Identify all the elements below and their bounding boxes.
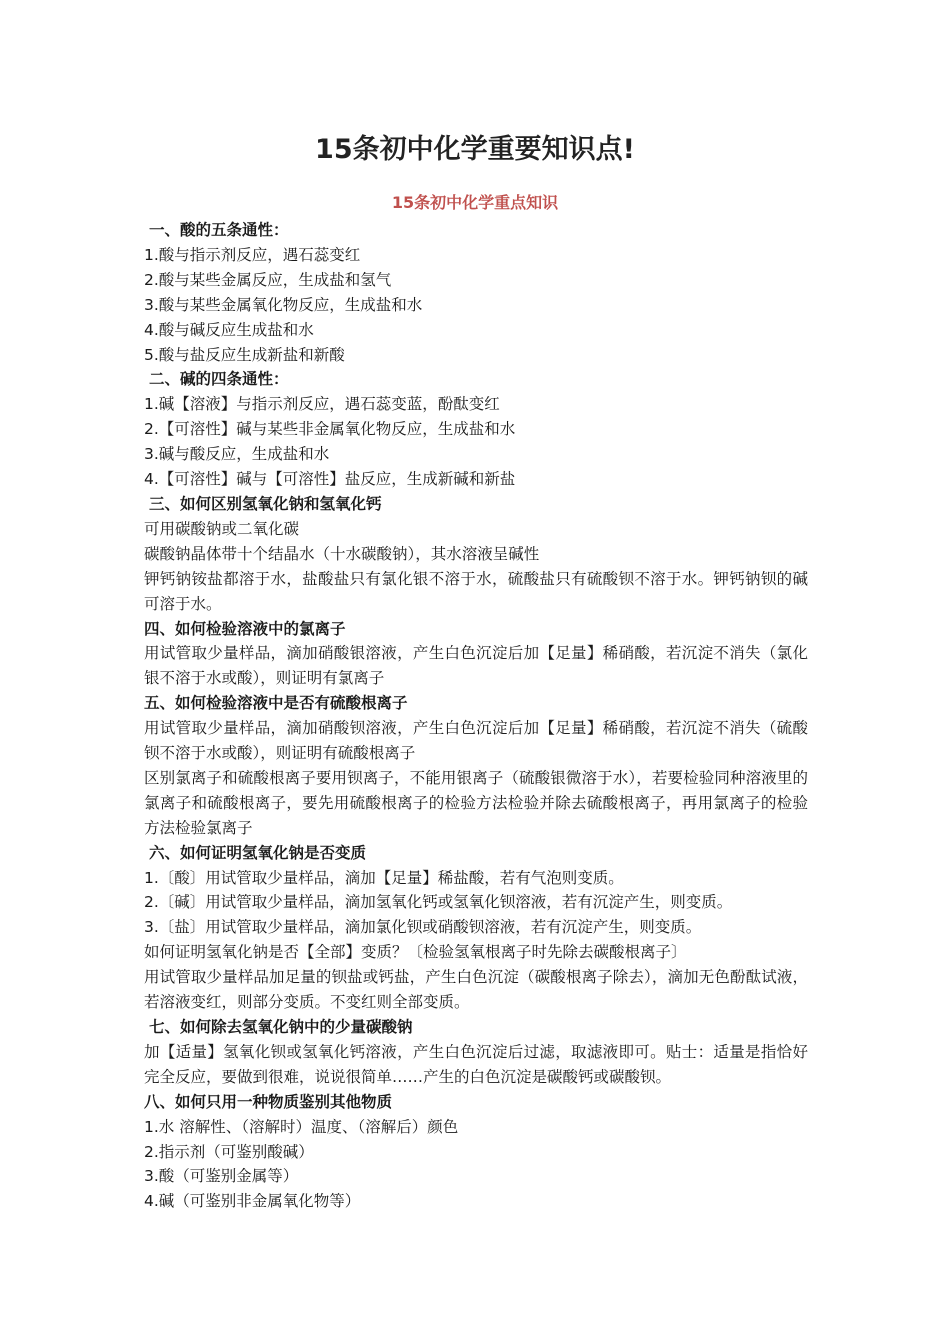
section-3-item: 可用碳酸钠或二氧化碳 bbox=[144, 519, 300, 538]
section-6-item: 如何证明氢氧化钠是否【全部】变质？〔检验氢氧根离子时先除去碳酸根离子〕 bbox=[144, 943, 687, 962]
section-8-item: 3.酸（可鉴别金属等） bbox=[144, 1167, 299, 1186]
section-heading-5: 五、如何检验溶液中是否有硫酸根离子 bbox=[144, 694, 408, 713]
section-1-item: 5.酸与盐反应生成新盐和新酸 bbox=[144, 345, 345, 364]
section-6-item: 3.〔盐〕用试管取少量样品，滴加氯化钡或硝酸钡溶液，若有沉淀产生，则变质。 bbox=[144, 918, 702, 937]
document-body bbox=[144, 218, 808, 1214]
section-heading-1: 一、酸的五条通性： bbox=[149, 221, 289, 239]
section-5-paragraph: 用试管取少量样品，滴加硝酸钡溶液，产生白色沉淀后加【足量】稀硝酸，若沉淀不消失（硫酸钡不溶于水或酸），则证明有硫酸根离子 bbox=[144, 719, 808, 763]
section-5-paragraph: 区别氯离子和硫酸根离子要用钡离子，不能用银离子（硫酸银微溶于水），若要检验同种溶液里的氯离子和硫酸根离子，要先用硫酸根离子的检验方法检验并除去硫酸根离子，再用氯离子的检验方法检验氯离子 bbox=[144, 768, 808, 837]
section-7-paragraph: 加【适量】氢氧化钡或氢氧化钙溶液，产生白色沉淀后过滤，取滤液即可。贴士：适量是指恰好完全反应，要做到很难，说说很简单……产生的白色沉淀是碳酸钙或碳酸钡。 bbox=[144, 1042, 808, 1086]
section-heading-2: 二、碱的四条通性： bbox=[149, 370, 289, 389]
section-6-paragraph: 用试管取少量样品加足量的钡盐或钙盐，产生白色沉淀（碳酸根离子除去），滴加无色酚酞试液，若溶液变红，则部分变质。不变红则全部变质。 bbox=[144, 968, 808, 1012]
section-1-item: 4.酸与碱反应生成盐和水 bbox=[144, 320, 314, 339]
section-8-item: 4.碱（可鉴别非金属氧化物等） bbox=[144, 1192, 361, 1211]
section-heading-4: 四、如何检验溶液中的氯离子 bbox=[144, 619, 346, 638]
section-2-item: 3.碱与酸反应，生成盐和水 bbox=[144, 445, 330, 464]
section-heading-7: 七、如何除去氢氧化钠中的少量碳酸钠 bbox=[149, 1018, 413, 1036]
section-2-item: 2.【可溶性】碱与某些非金属氧化物反应，生成盐和水 bbox=[144, 420, 516, 439]
section-heading-3: 三、如何区别氢氧化钠和氢氧化钙 bbox=[149, 494, 382, 513]
section-heading-6: 六、如何证明氢氧化钠是否变质 bbox=[149, 843, 367, 862]
section-6-item: 2.〔碱〕用试管取少量样品，滴加氢氧化钙或氢氧化钡溶液，若有沉淀产生，则变质。 bbox=[144, 893, 733, 912]
section-heading-8: 八、如何只用一种物质鉴别其他物质 bbox=[144, 1092, 393, 1111]
section-4-paragraph: 用试管取少量样品，滴加硝酸银溶液，产生白色沉淀后加【足量】稀硝酸，若沉淀不消失（氯化银不溶于水或酸），则证明有氯离子 bbox=[144, 644, 808, 688]
page-title: 15条初中化学重要知识点! bbox=[315, 134, 635, 165]
section-2-item: 4.【可溶性】碱与【可溶性】盐反应，生成新碱和新盐 bbox=[144, 470, 516, 489]
section-1-item: 1.酸与指示剂反应，遇石蕊变红 bbox=[144, 245, 361, 264]
section-1-item: 2.酸与某些金属反应，生成盐和氢气 bbox=[144, 270, 392, 289]
section-1-item: 3.酸与某些金属氧化物反应，生成盐和水 bbox=[144, 295, 423, 314]
section-8-item: 1.水 溶解性、（溶解时）温度、（溶解后）颜色 bbox=[144, 1117, 459, 1136]
page-subtitle: 15条初中化学重点知识 bbox=[391, 193, 559, 212]
section-2-item: 1.碱【溶液】与指示剂反应，遇石蕊变蓝，酚酞变红 bbox=[144, 395, 500, 414]
section-3-paragraph: 钾钙钠铵盐都溶于水，盐酸盐只有氯化银不溶于水，硫酸盐只有硫酸钡不溶于水。钾钙钠钡的碱可溶于水。 bbox=[144, 569, 808, 613]
section-8-item: 2.指示剂（可鉴别酸碱） bbox=[144, 1142, 314, 1161]
section-3-item: 碳酸钠晶体带十个结晶水（十水碳酸钠），其水溶液呈碱性 bbox=[144, 544, 540, 563]
section-6-item: 1.〔酸〕用试管取少量样品，滴加【足量】稀盐酸，若有气泡则变质。 bbox=[144, 868, 624, 887]
